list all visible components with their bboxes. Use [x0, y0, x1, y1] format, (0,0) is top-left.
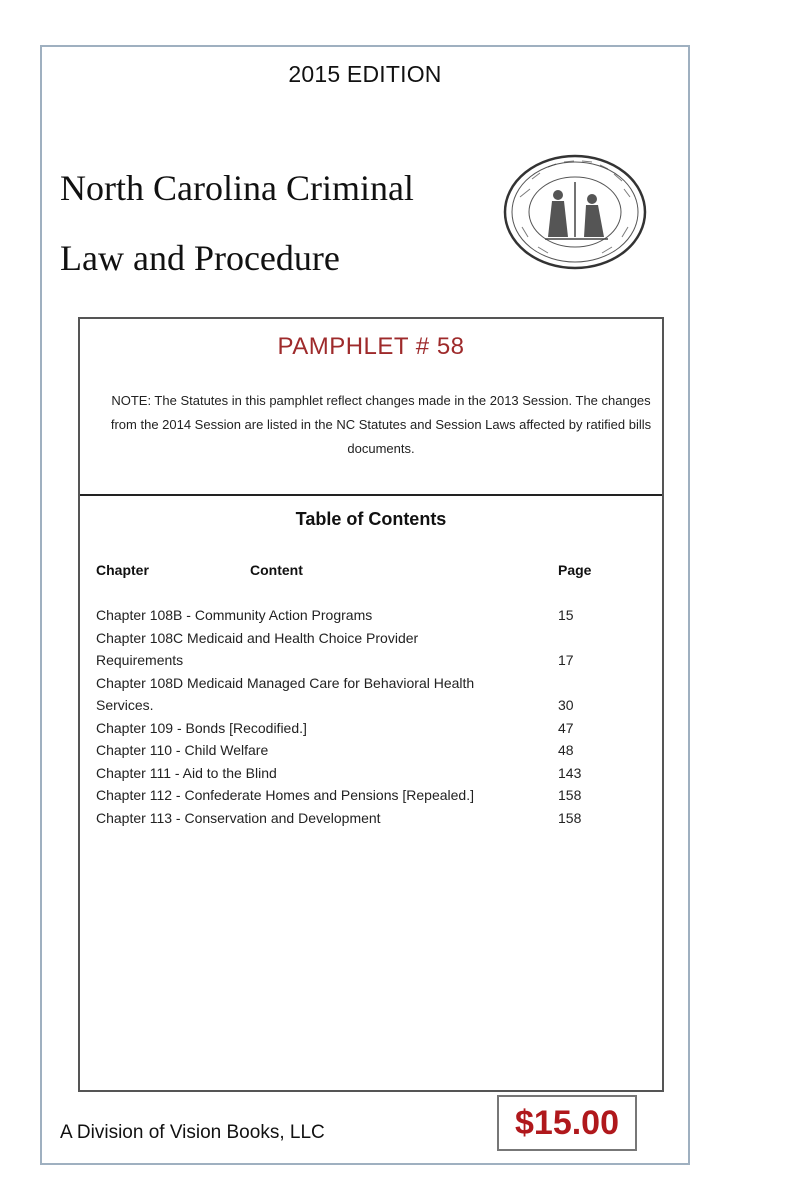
toc-row — [96, 784, 636, 807]
toc-entry-text: Chapter 108B - Community Action Programs — [96, 607, 373, 623]
toc-col-content: Content — [250, 562, 303, 578]
toc-entry-page: 15 — [558, 607, 574, 623]
pamphlet-number: PAMPHLET # 58 — [277, 333, 465, 360]
toc-row — [96, 627, 636, 672]
toc-entry-text: Chapter 113 - Conservation and Development — [96, 809, 381, 826]
toc-row — [96, 807, 636, 830]
toc-entry-text: Chapter 110 - Child Welfare — [96, 742, 269, 758]
toc-entry-text: Chapter 109 - Bonds [Recodified.] — [96, 719, 307, 736]
toc-entry-page: 17 — [558, 652, 574, 668]
price-tag: $15.00 — [497, 1095, 637, 1151]
toc-list — [96, 604, 636, 829]
toc-entry-page: 158 — [558, 787, 582, 803]
toc-col-page: Page — [558, 562, 592, 578]
toc-entry-text: Chapter 108D Medicaid Managed Care for Behavioral Health Services. — [96, 674, 475, 713]
edition-label: 2015 EDITION — [288, 61, 442, 87]
toc-entry-text: Chapter 111 - Aid to the Blind — [96, 764, 277, 781]
toc-row — [96, 604, 636, 627]
toc-entry-page: 30 — [558, 697, 574, 713]
title-line-1: North Carolina Criminal — [60, 168, 414, 208]
content-box — [78, 317, 664, 1092]
toc-entry-text: Chapter 108C Medicaid and Health Choice Provider Requirements — [96, 629, 419, 668]
toc-row — [96, 717, 636, 740]
toc-row — [96, 762, 636, 785]
toc-heading: Table of Contents — [295, 509, 447, 529]
toc-entry-page: 143 — [558, 764, 582, 781]
statutes-note: NOTE: The Statutes in this pamphlet reflect changes made in the 2013 Session. The changes from the 2014 Session are listed in the NC Statutes and Session Laws affected by ratified bills documents. — [110, 393, 652, 456]
title-line-2: Law and Procedure — [60, 238, 340, 278]
toc-col-chapter: Chapter — [96, 562, 149, 578]
toc-entry-page: 47 — [558, 719, 574, 736]
note-section — [80, 319, 662, 496]
toc-row — [96, 672, 636, 717]
publisher-division: A Division of Vision Books, LLC — [60, 1122, 325, 1143]
toc-entry-page: 48 — [558, 742, 574, 758]
toc-entry-page: 158 — [558, 809, 582, 826]
state-seal-icon — [500, 137, 650, 287]
toc-entry-text: Chapter 112 - Confederate Homes and Pensions [Repealed.] — [96, 787, 474, 803]
toc-row — [96, 739, 636, 762]
book-cover — [40, 45, 690, 1165]
